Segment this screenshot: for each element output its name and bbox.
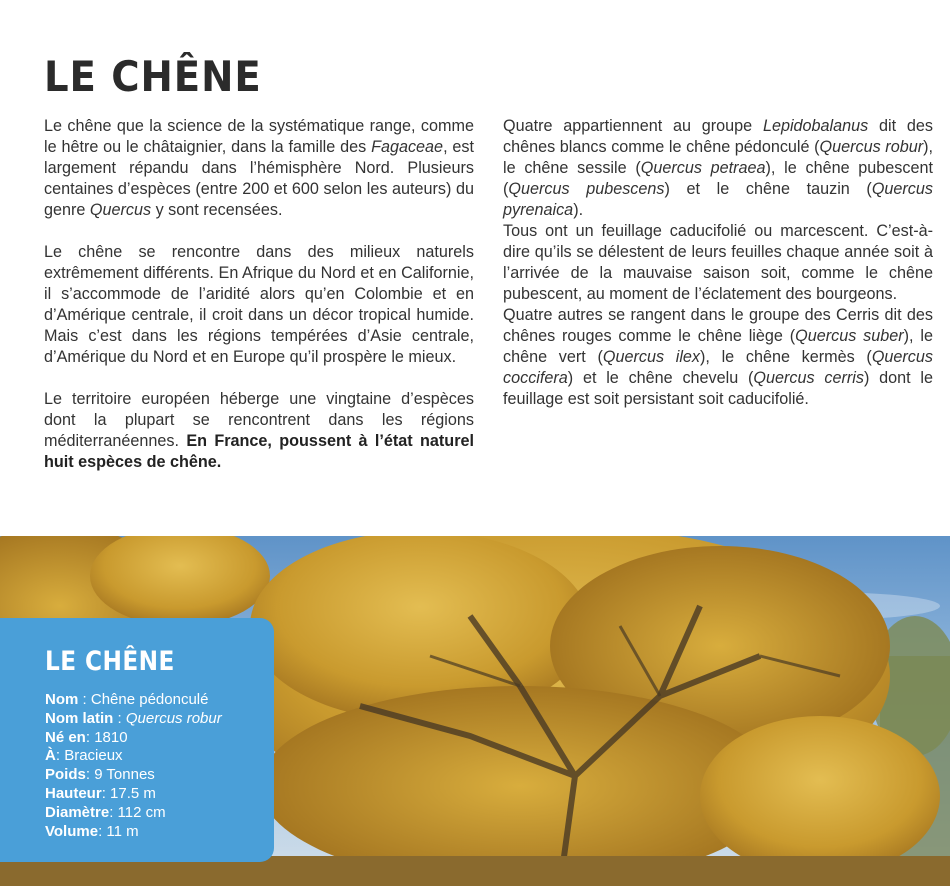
paragraph-white-oaks: Quatre appartiennent au groupe Lepidobalanus dit des chênes blancs comme le chêne pédonculé (Quercus robur), le chêne sessile (Quercus petraea), le chêne pubescent (Quercus pubescens) et le chêne tauzin (Quercus pyrenaica). — [503, 117, 933, 219]
info-row-volume: Volume: 11 m — [45, 822, 139, 840]
paragraph-red-oaks: Quatre autres se rangent dans le groupe des Cerris dit des chênes rouges comme le chêne liège (Quercus suber), le chêne vert (Quercus ilex), le chêne kermès (Quercus coccifera) et le chêne chevelu (Quercus cerris) dont le feuillage est soit persistant soit caducifolié. — [503, 306, 933, 408]
info-row-height: Hauteur: 17.5 m — [45, 784, 156, 802]
info-row-weight: Poids: 9 Tonnes — [45, 766, 155, 784]
tree-info-card — [0, 618, 274, 862]
paragraph-habitat: Le chêne se rencontre dans des milieux naturels extrêmement différents. En Afrique du Nord et en Californie, il s’accommode de l’aridité alors qu’en Colombie et en d’Amérique centrale, il croit dans un décor tropical humide. Mais c’est dans les régions tempérées d’Asie centrale, d’Amérique du Nord et en Europe qu’il prospère le mieux. — [44, 243, 474, 366]
card-title: LE CHÊNE — [45, 646, 175, 677]
paragraph-intro: Le chêne que la science de la systématique range, comme le hêtre ou le châtaignier, dans la famille des Fagaceae, est largement répandu dans l’hémisphère Nord. Plusieurs centaines d’espèces (entre 200 et 600 selon les auteurs) du genre Quercus y sont recensées. — [44, 117, 474, 219]
info-row-born: Né en: 1810 — [45, 728, 128, 746]
paragraph-europe: Le territoire européen héberge une vingtaine d’espèces dont la plupart se rencontrent dans les régions méditerranéennes. En France, poussent à l’état naturel huit espèces de chêne. — [44, 390, 474, 471]
paragraph-foliage: Tous ont un feuillage caducifolié ou marcescent. C’est-à-dire qu’ils se délestent de leurs feuilles chaque année soit à l’arrivée de la mauvaise saison soit, comme le chêne pubescent, au moment de l’éclatement des bourgeons. — [503, 222, 933, 303]
info-row-latin-name: Nom latin : Quercus robur — [45, 709, 222, 727]
info-row-place: À: Bracieux — [45, 747, 123, 765]
info-row-diameter: Diamètre: 112 cm — [45, 803, 166, 821]
left-column — [44, 116, 474, 473]
info-row-name: Nom : Chêne pédonculé — [45, 691, 209, 708]
page-title: LE CHÊNE — [44, 52, 262, 101]
right-column — [503, 116, 933, 410]
